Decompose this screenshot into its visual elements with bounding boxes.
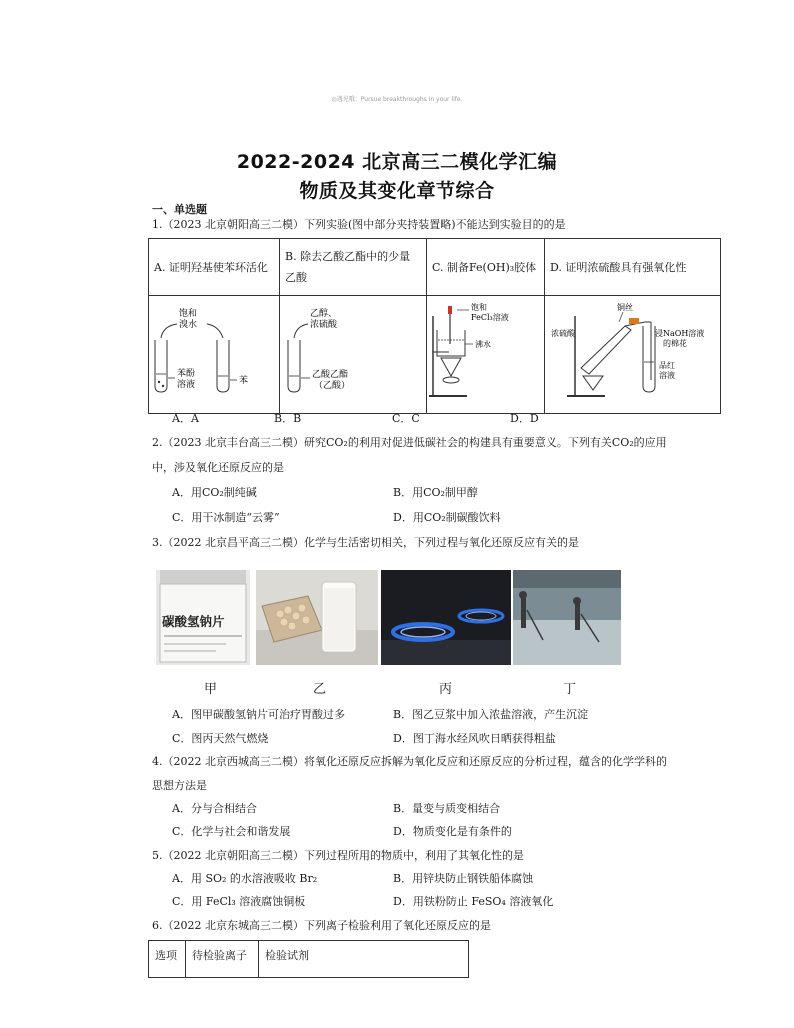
fig-c-label: FeCl₃溶液 bbox=[471, 313, 509, 322]
caption-ding: 丁 bbox=[563, 682, 577, 697]
q3-option-c[interactable]: C．图丙天然气燃烧 bbox=[172, 732, 269, 745]
bottle-label-text: 碳酸氢钠片 bbox=[162, 614, 225, 629]
q1-header-c: C. 制备Fe(OH)₃胶体 bbox=[427, 239, 545, 296]
q4-option-d[interactable]: D．物质变化是有条件的 bbox=[393, 825, 512, 838]
q1-figure-b bbox=[280, 296, 427, 414]
test-tube bbox=[643, 326, 655, 392]
q1-option-a[interactable]: A．A bbox=[172, 412, 199, 425]
photo-yi bbox=[256, 570, 378, 665]
fig-a-label: 溶液 bbox=[177, 380, 196, 390]
fig-d-label: 溶液 bbox=[659, 371, 675, 380]
q4-option-a[interactable]: A．分与合相结合 bbox=[172, 802, 257, 815]
fig-b-label: 乙酸乙酯 bbox=[312, 370, 349, 380]
fig-d-label: 的棉花 bbox=[663, 339, 687, 348]
test-tube bbox=[155, 340, 167, 392]
caption-yi: 乙 bbox=[313, 682, 327, 697]
q1-option-d[interactable]: D．D bbox=[510, 412, 539, 425]
q1-option-c[interactable]: C．C bbox=[392, 412, 420, 425]
q2-stem: 2.（2023 北京丰台高三二模）研究CO₂的利用对促进低碳社会的构建具有重要意义。下列有关CO₂的应用 bbox=[152, 436, 667, 449]
fig-c-label: 沸水 bbox=[475, 340, 491, 349]
fig-d-label: 品红 bbox=[659, 361, 675, 370]
fig-d-label: 浸NaOH溶液 bbox=[655, 329, 705, 338]
q5-option-d[interactable]: D．用铁粉防止 FeSO₄ 溶液氧化 bbox=[393, 895, 554, 908]
q1-figure-d bbox=[545, 296, 721, 414]
fig-a-label: 苯 bbox=[239, 376, 249, 386]
q1-figure-a bbox=[149, 296, 280, 414]
fig-d-label: 浓硫酸 bbox=[551, 329, 575, 338]
photo-ding bbox=[513, 570, 621, 665]
q1-figure-c bbox=[427, 296, 545, 414]
fig-b-label: 乙醇、 bbox=[310, 309, 338, 319]
fig-d-label: 铜丝 bbox=[617, 303, 633, 312]
q6-header-option: 选项 bbox=[149, 941, 186, 978]
caption-jia: 甲 bbox=[204, 682, 218, 697]
q5-stem: 5.（2022 北京朝阳高三二模）下列过程所用的物质中，利用了其氧化性的是 bbox=[152, 849, 524, 862]
section-heading: 一、单选题 bbox=[152, 203, 207, 216]
q1-header-a: A. 证明羟基使苯环活化 bbox=[149, 239, 280, 296]
q5-option-b[interactable]: B．用锌块防止钢铁船体腐蚀 bbox=[393, 872, 534, 885]
q4-stem: 4.（2022 北京西城高三二模）将氧化还原反应拆解为氧化反应和还原反应的分析过程，蕴含的化学学科的 bbox=[152, 755, 667, 768]
page-subtitle: 物质及其变化章节综合 bbox=[299, 180, 495, 202]
q2-option-c[interactable]: C．用干冰制造“云雾” bbox=[172, 511, 280, 524]
q2-option-d[interactable]: D．用CO₂制碳酸饮料 bbox=[393, 511, 501, 524]
dropper-bulb bbox=[448, 306, 452, 314]
test-tube bbox=[217, 340, 229, 392]
q3-option-b[interactable]: B．图乙豆浆中加入浓盐溶液，产生沉淀 bbox=[393, 708, 589, 721]
q2-option-b[interactable]: B．用CO₂制甲醇 bbox=[393, 486, 478, 499]
test-tube bbox=[581, 326, 631, 374]
dropper-arrow bbox=[161, 324, 177, 338]
dropper-arrow bbox=[207, 324, 223, 338]
q5-option-a[interactable]: A．用 SO₂ 的水溶液吸收 Br₂ bbox=[172, 872, 318, 885]
q4-option-b[interactable]: B．量变与质变相结合 bbox=[393, 802, 501, 815]
q5-option-c[interactable]: C．用 FeCl₃ 溶液腐蚀铜板 bbox=[172, 895, 306, 908]
page-title: 2022-2024 北京高三二模化学汇编 bbox=[236, 151, 558, 173]
caption-bing: 丙 bbox=[439, 682, 453, 697]
fig-a-label: 饱和 bbox=[179, 309, 198, 319]
q2-option-a[interactable]: A．用CO₂制纯碱 bbox=[172, 486, 257, 499]
q3-option-d[interactable]: D．图丁海水经风吹日晒获得粗盐 bbox=[393, 732, 556, 745]
q4-option-c[interactable]: C．化学与社会和谐发展 bbox=[172, 825, 291, 838]
bottle-cap bbox=[160, 570, 246, 584]
fig-b-label: （乙酸） bbox=[314, 381, 351, 391]
fig-a-label: 溴水 bbox=[179, 320, 198, 330]
watermark: ◎遇见哦：Pursue breakthroughs in your life. bbox=[331, 96, 463, 103]
burner bbox=[583, 376, 603, 390]
fig-b-label: 浓硫酸 bbox=[310, 320, 338, 330]
dropper-arrow bbox=[294, 324, 308, 338]
q6-header-ion: 待检验离子 bbox=[186, 941, 259, 978]
connector bbox=[629, 318, 639, 324]
photo-jia bbox=[156, 570, 250, 665]
q2-stem-cont: 中，涉及氧化还原反应的是 bbox=[152, 461, 284, 474]
q4-stem-cont: 思想方法是 bbox=[152, 779, 207, 792]
q1-table bbox=[148, 238, 721, 414]
test-tube bbox=[288, 340, 300, 392]
q3-option-a[interactable]: A．图甲碳酸氢钠片可治疗胃酸过多 bbox=[172, 708, 345, 721]
q6-header-reagent: 检验试剂 bbox=[259, 941, 469, 978]
q1-option-b[interactable]: B．B bbox=[274, 412, 302, 425]
q6-stem: 6.（2022 北京东城高三二模）下列离子检验利用了氧化还原反应的是 bbox=[152, 919, 491, 932]
q1-stem: 1.（2023 北京朝阳高三二模）下列实验(图中部分夹持装置略)不能达到实验目的的是 bbox=[152, 218, 566, 231]
q1-header-b: B. 除去乙酸乙酯中的少量乙酸 bbox=[280, 239, 427, 296]
q3-stem: 3.（2022 北京昌平高三二模）化学与生活密切相关，下列过程与氧化还原反应有关的是 bbox=[152, 536, 579, 549]
q1-header-d: D. 证明浓硫酸具有强氧化性 bbox=[545, 239, 721, 296]
photo-bing bbox=[381, 570, 511, 665]
fig-c-label: 饱和 bbox=[471, 303, 487, 312]
fig-a-label: 苯酚 bbox=[177, 369, 196, 379]
q6-table bbox=[148, 940, 469, 978]
burner bbox=[441, 358, 461, 376]
